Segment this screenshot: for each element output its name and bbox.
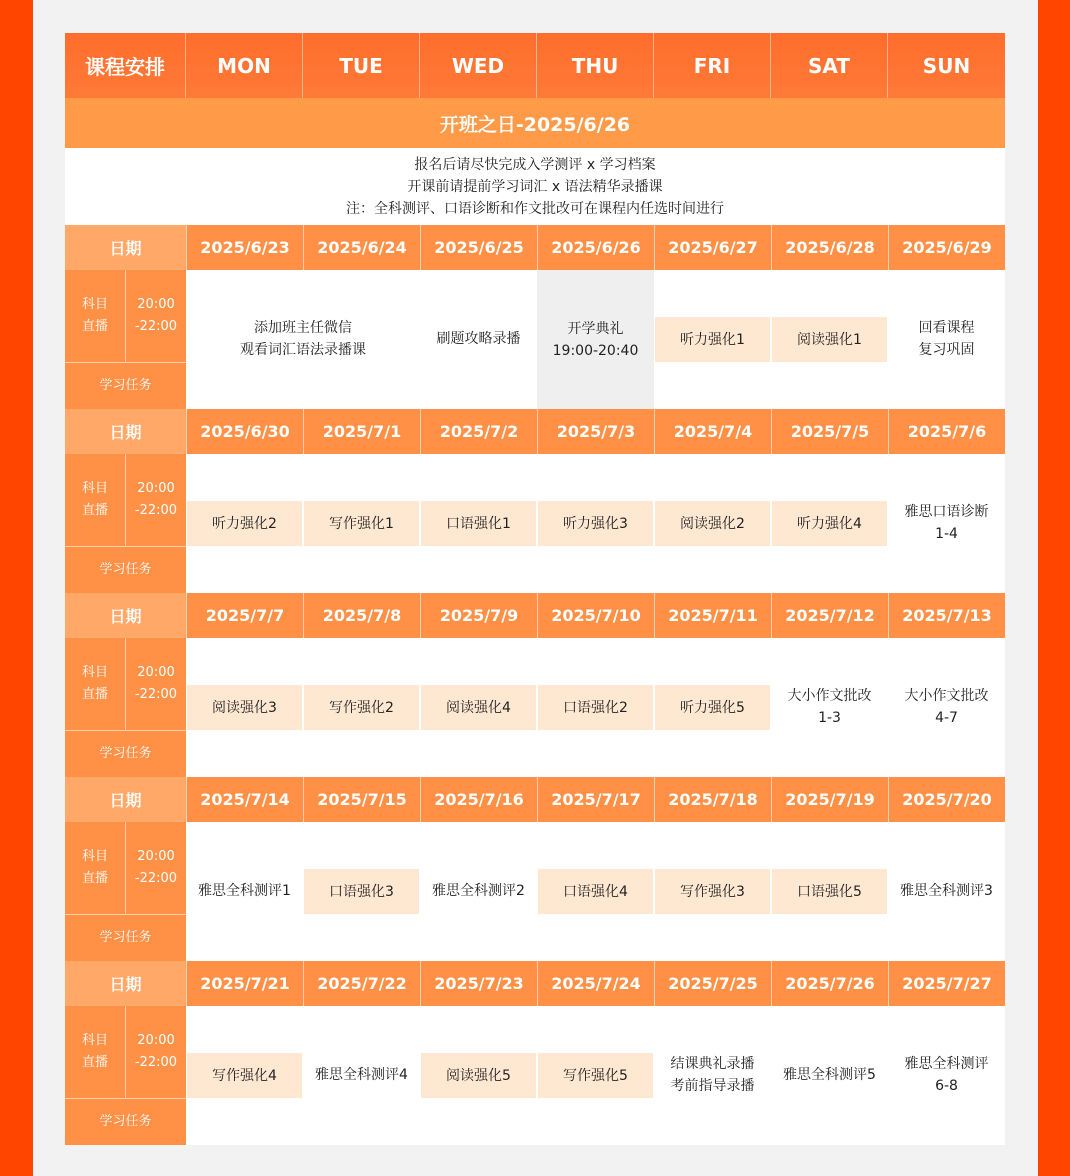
- activity-cell: 口语强化3: [303, 869, 420, 914]
- schedule-table: [65, 33, 1005, 1143]
- date-cell: 2025/6/26: [537, 225, 654, 270]
- activity-cell: 写作强化3: [654, 869, 771, 914]
- live-time-label: 20:00 -22:00: [126, 454, 186, 546]
- study-task-label: 学习任务: [65, 730, 186, 777]
- date-row-label: 日期: [65, 961, 186, 1006]
- date-cell: 2025/7/11: [654, 593, 771, 638]
- live-time-label: 20:00 -22:00: [126, 822, 186, 914]
- activity-cell: 阅读强化4: [420, 685, 537, 730]
- day-header-thu: THU: [537, 33, 654, 98]
- date-cell: 2025/6/30: [186, 409, 303, 454]
- date-cell: 2025/7/3: [537, 409, 654, 454]
- date-cell: 2025/7/26: [771, 961, 888, 1006]
- date-cell: 2025/6/28: [771, 225, 888, 270]
- date-cell: 2025/6/25: [420, 225, 537, 270]
- date-cell: 2025/7/22: [303, 961, 420, 1006]
- day-header-fri: FRI: [654, 33, 771, 98]
- activity-cell: 开学典礼 19:00-20:40: [537, 270, 654, 409]
- date-cell: 2025/7/27: [888, 961, 1005, 1006]
- date-cell: 2025/7/1: [303, 409, 420, 454]
- activity-cell: 听力强化2: [186, 501, 303, 546]
- activity-cell: 听力强化5: [654, 685, 771, 730]
- activity-cell: 回看课程 复习巩固: [918, 320, 975, 358]
- date-cell: 2025/7/24: [537, 961, 654, 1006]
- study-task-label: 学习任务: [65, 362, 186, 409]
- activity-cell: 刷题攻略录播: [436, 331, 521, 347]
- activity-cell: 雅思全科测评3: [900, 883, 993, 899]
- schedule-title: 课程安排: [65, 33, 186, 98]
- date-cell: 2025/6/24: [303, 225, 420, 270]
- date-cell: 2025/6/27: [654, 225, 771, 270]
- activity-cell: 阅读强化5: [420, 1053, 537, 1098]
- right-border-bar: [1038, 0, 1070, 1176]
- date-cell: 2025/7/8: [303, 593, 420, 638]
- activity-cell: 写作强化4: [186, 1053, 303, 1098]
- date-cell: 2025/7/2: [420, 409, 537, 454]
- activity-cell: 添加班主任微信 观看词汇语法录播课: [240, 320, 366, 358]
- date-row-label: 日期: [65, 409, 186, 454]
- activity-cell: 雅思全科测评5: [783, 1067, 876, 1083]
- notes-block: [65, 148, 1005, 225]
- day-header-sat: SAT: [771, 33, 888, 98]
- activity-cell: 听力强化1: [654, 317, 771, 362]
- activity-cell: 写作强化5: [537, 1053, 654, 1098]
- date-cell: 2025/7/15: [303, 777, 420, 822]
- study-task-label: 学习任务: [65, 546, 186, 593]
- subject-live-label: 科目 直播: [65, 638, 126, 730]
- date-cell: 2025/7/14: [186, 777, 303, 822]
- date-row-label: 日期: [65, 225, 186, 270]
- activity-cell: 雅思全科测评 6-8: [904, 1056, 989, 1094]
- day-header-tue: TUE: [303, 33, 420, 98]
- date-cell: 2025/7/17: [537, 777, 654, 822]
- activity-cell: 雅思全科测评1: [198, 883, 291, 899]
- activity-cell: 口语强化4: [537, 869, 654, 914]
- study-task-label: 学习任务: [65, 914, 186, 961]
- date-cell: 2025/7/21: [186, 961, 303, 1006]
- activity-cell: 口语强化5: [771, 869, 888, 914]
- activity-cell: 结课典礼录播 考前指导录播: [670, 1056, 755, 1094]
- date-cell: 2025/7/6: [888, 409, 1005, 454]
- subject-live-label: 科目 直播: [65, 270, 126, 362]
- activity-cell: 阅读强化3: [186, 685, 303, 730]
- activity-cell: 雅思全科测评4: [315, 1067, 408, 1083]
- date-cell: 2025/7/20: [888, 777, 1005, 822]
- study-task-label: 学习任务: [65, 1098, 186, 1145]
- date-cell: 2025/6/23: [186, 225, 303, 270]
- activity-cell: 写作强化2: [303, 685, 420, 730]
- activity-cell: 听力强化3: [537, 501, 654, 546]
- note-line: 开课前请提前学习词汇 x 语法精华录播课: [407, 178, 663, 195]
- day-header-sun: SUN: [888, 33, 1005, 98]
- date-cell: 2025/7/10: [537, 593, 654, 638]
- activity-cell: 写作强化1: [303, 501, 420, 546]
- date-row-label: 日期: [65, 777, 186, 822]
- date-cell: 2025/7/7: [186, 593, 303, 638]
- date-cell: 2025/6/29: [888, 225, 1005, 270]
- activity-cell: 口语强化2: [537, 685, 654, 730]
- date-cell: 2025/7/16: [420, 777, 537, 822]
- activity-cell: 阅读强化2: [654, 501, 771, 546]
- date-cell: 2025/7/9: [420, 593, 537, 638]
- date-cell: 2025/7/5: [771, 409, 888, 454]
- subject-live-label: 科目 直播: [65, 1006, 126, 1098]
- subject-live-label: 科目 直播: [65, 822, 126, 914]
- activity-cell: 大小作文批改 4-7: [904, 688, 989, 726]
- date-cell: 2025/7/19: [771, 777, 888, 822]
- subject-live-label: 科目 直播: [65, 454, 126, 546]
- date-cell: 2025/7/4: [654, 409, 771, 454]
- date-row-label: 日期: [65, 593, 186, 638]
- date-cell: 2025/7/13: [888, 593, 1005, 638]
- note-line: 注：全科测评、口语诊断和作文批改可在课程内任选时间进行: [346, 200, 724, 217]
- live-time-label: 20:00 -22:00: [126, 1006, 186, 1098]
- day-header-wed: WED: [420, 33, 537, 98]
- date-cell: 2025/7/23: [420, 961, 537, 1006]
- live-time-label: 20:00 -22:00: [126, 638, 186, 730]
- date-cell: 2025/7/18: [654, 777, 771, 822]
- activity-cell: 雅思全科测评2: [432, 883, 525, 899]
- day-header-mon: MON: [186, 33, 303, 98]
- note-line: 报名后请尽快完成入学测评 x 学习档案: [414, 156, 656, 173]
- activity-cell: 大小作文批改 1-3: [787, 688, 872, 726]
- activity-cell: 口语强化1: [420, 501, 537, 546]
- live-time-label: 20:00 -22:00: [126, 270, 186, 362]
- date-cell: 2025/7/12: [771, 593, 888, 638]
- activity-cell: 雅思口语诊断 1-4: [904, 504, 989, 542]
- activity-cell: 听力强化4: [771, 501, 888, 546]
- left-border-bar: [0, 0, 33, 1176]
- start-date-banner: 开班之日-2025/6/26: [65, 98, 1005, 148]
- date-cell: 2025/7/25: [654, 961, 771, 1006]
- activity-cell: 阅读强化1: [771, 317, 888, 362]
